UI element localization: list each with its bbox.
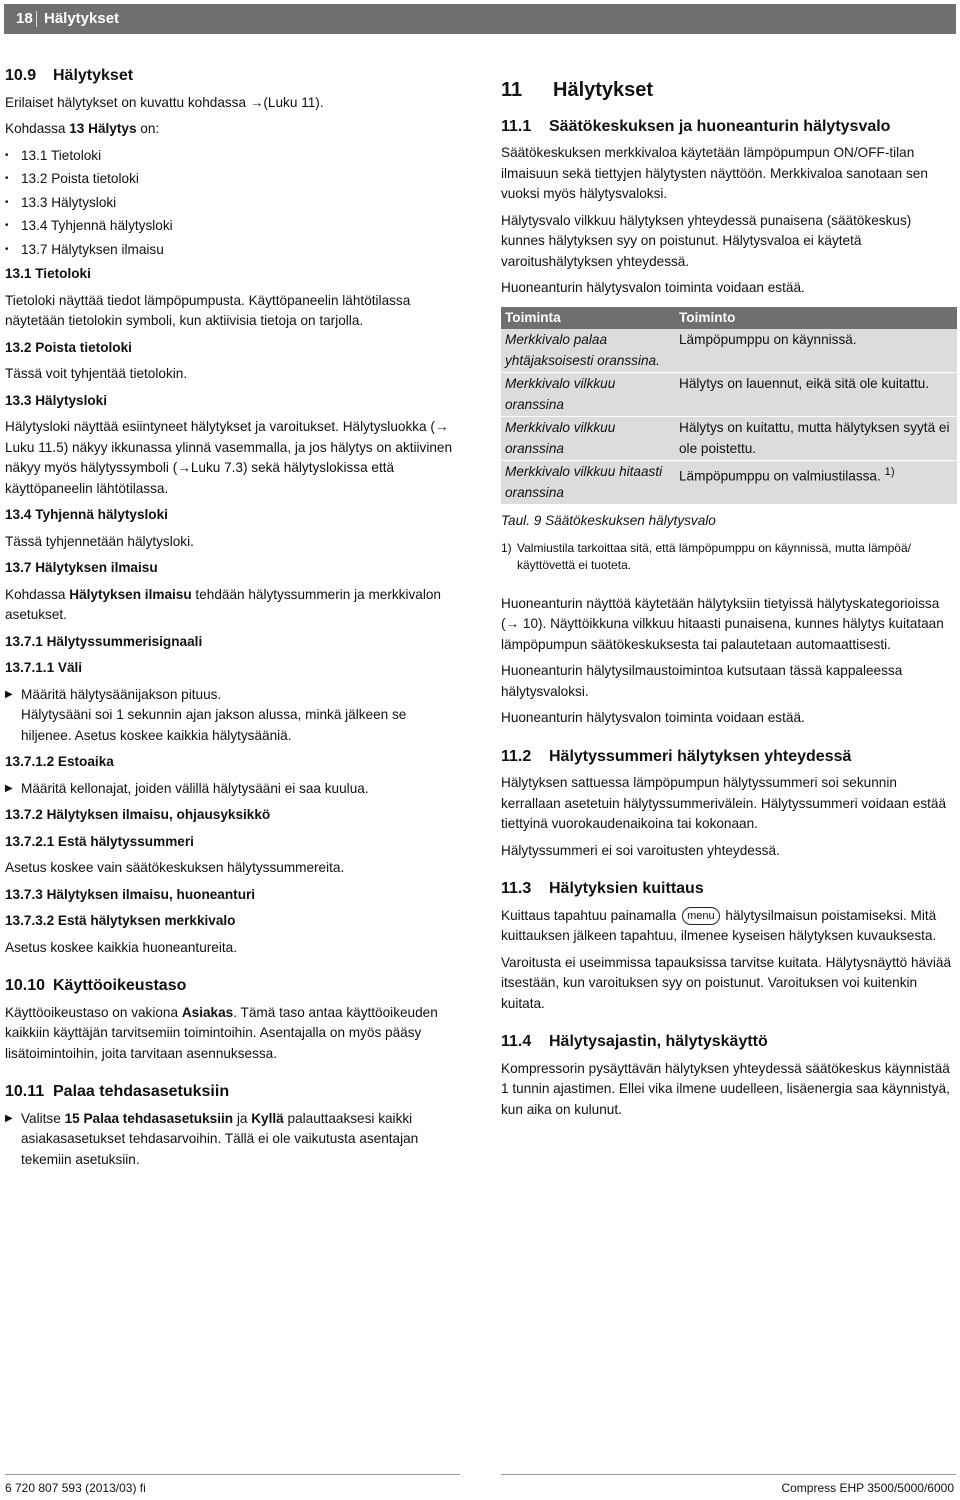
alarm-light-table	[501, 307, 957, 506]
paragraph-13-7-3-2: Asetus koskee kaikkia huoneantureita.	[5, 939, 237, 955]
chapter-11-heading: 11 Hälytykset	[501, 79, 654, 101]
list-item: • 13.4 Tyhjennä hälytysloki	[5, 216, 460, 237]
table-cell: Merkkivalo palaa yhtäjaksoisesti oranssina.	[501, 329, 675, 373]
paragraph: Kuittaus tapahtuu painamalla menu hälytysilmaisun poistamiseksi. Mitä kuittauksen jälkeen tapahtuu, ilmenee kyseisen hälytyksen kuvauksesta.	[501, 907, 937, 943]
section-11-2-heading: 11.2 Hälytyssummeri hälytyksen yhteydessä	[501, 747, 852, 765]
table-caption: Taul. 9 Säätökeskuksen hälytysvalo	[501, 513, 716, 528]
paragraph-13-7: Kohdassa Hälytyksen ilmaisu tehdään hälytyssummerin ja merkkivalon asetukset.	[5, 586, 441, 622]
paragraph: Huoneanturin näyttöä käytetään hälytyksiin tietyissä hälytyskategorioissa (→ 10). Näyttöikkuna vilkkuu hitaasti punaisena, kunnes hälytys kuitataan lämpöpumpun säätökeskuksesta tai palautetaan automaattisesti.	[501, 595, 944, 652]
table-row	[501, 461, 957, 505]
table-cell: Merkkivalo vilkkuu hitaasti oranssina	[501, 461, 675, 505]
heading-13-7-2-1: 13.7.2.1 Estä hälytyssummeri	[5, 833, 194, 849]
table-cell: Hälytys on lauennut, eikä sitä ole kuitattu.	[675, 373, 957, 417]
table-header: Toiminto	[675, 307, 957, 330]
heading-13-1: 13.1 Tietoloki	[5, 266, 91, 281]
paragraph: Huoneanturin hälytysilmaustoimintoa kutsutaan tässä kappaleessa hälytysvaloksi.	[501, 663, 903, 699]
paragraph: Hälytyksen sattuessa lämpöpumpun hälytyssummeri soi sekunnin kerrallaan asetetuin hälytyssummerivälein. Hälytyssummeri voidaan estää tiettyinä vuorokaudenaikoina tai kokonaan.	[501, 775, 947, 831]
heading-13-7-1: 13.7.1 Hälytyssummerisignaali	[5, 633, 203, 649]
heading-13-7-3-2: 13.7.3.2 Estä hälytyksen merkkivalo	[5, 913, 236, 928]
paragraph: Huoneanturin hälytysvalon toiminta voidaan estää.	[501, 280, 805, 295]
paragraph-10-10: Käyttöoikeustaso on vakiona Asiakas. Tämä taso antaa käyttöoikeuden kaikkiin käyttäjän tarvitsemiin toimintoihin. Asentajalla on myös pääsy lisätoimintoihin, joita tarvitaan asennuksessa.	[5, 1004, 438, 1061]
table-header: Toiminta	[501, 307, 675, 330]
header-title: Hälytykset	[44, 10, 120, 27]
right-column	[501, 66, 957, 1126]
paragraph-13-7-2-1: Asetus koskee vain säätökeskuksen hälytyssummereita.	[5, 860, 345, 875]
table-row	[501, 417, 957, 461]
table-cell: Merkkivalo vilkkuu oranssina	[501, 373, 675, 417]
paragraph: Hälytysvalo vilkkuu hälytyksen yhteydessä punaisena (säätökeskus) kunnes hälytyksen syy on poistunut. Hälytysvaloa ei käytetä varoitushälytyksen yhteydessä.	[501, 212, 912, 269]
paragraph: Huoneanturin hälytysvalon toiminta voidaan estää.	[501, 710, 805, 725]
heading-13-7-2: 13.7.2 Hälytyksen ilmaisu, ohjausyksikkö	[5, 807, 271, 822]
heading-13-2: 13.2 Poista tietoloki	[5, 339, 132, 355]
paragraph: Säätökeskuksen merkkivaloa käytetään lämpöpumpun ON/OFF-tilan ilmaisuun sekä tiettyjen hälytysten näyttöön. Merkkivaloa sanotaan sen vuoksi myös hälytysvaloksi.	[501, 145, 928, 201]
table-cell: Lämpöpumppu on käynnissä.	[675, 329, 957, 373]
section-10-9-heading: 10.9 Hälytykset	[5, 67, 134, 84]
menu-button-icon: menu	[682, 907, 720, 925]
section-11-1-heading: 11.1 Säätökeskuksen ja huoneanturin hälytysvalo	[501, 117, 891, 135]
section-11-3-heading: 11.3 Hälytyksien kuittaus	[501, 880, 704, 897]
page-number: 18	[16, 10, 33, 27]
section-10-10-heading: 10.10 Käyttöoikeustaso	[5, 977, 187, 994]
table-row	[501, 329, 957, 373]
table-cell: Hälytys on kuitattu, mutta hälytyksen syytä ei ole poistettu.	[675, 417, 957, 461]
intro-paragraph: Erilaiset hälytykset on kuvattu kohdassa →(Luku 11).	[5, 94, 324, 110]
footer-rule-left	[5, 1474, 460, 1475]
heading-13-7-3: 13.7.3 Hälytyksen ilmaisu, huoneanturi	[5, 886, 256, 902]
heading-13-3: 13.3 Hälytysloki	[5, 392, 108, 408]
paragraph: Kompressorin pysäyttävän hälytyksen yhteydessä säätökeskus käynnistää 1 tunnin ajastimen. Ellei vika ilmene uudelleen, lisäenergia saa käynnistyä, kun aika on kulunut.	[501, 1060, 950, 1117]
table-cell: Merkkivalo vilkkuu oranssina	[501, 417, 675, 461]
list-item: • 13.1 Tietoloki	[5, 146, 460, 167]
paragraph-13-3: Hälytysloki näyttää esiintyneet hälytykset ja varoitukset. Hälytysluokka (→ Luku 11.5) näkyy ikkunassa ylinnä vasemmalla, ja jos hälytys on aktiivinen näkyy myös hälytyssymboli (→Luku 7.3) sekä hälytyslokissa että käyttöpaneelin lähtötilassa.	[5, 419, 453, 496]
table-header-row	[501, 307, 957, 330]
page-header	[4, 4, 956, 34]
heading-13-7-1-2: 13.7.1.2 Estoaika	[5, 754, 114, 769]
footnote: 1) Valmiustila tarkoittaa sitä, että lämpöpumppu on käynnissä, mutta lämpöä/ käyttövettä ei tuoteta.	[501, 540, 911, 572]
list-item: • 13.2 Poista tietoloki	[5, 169, 460, 190]
list-item: • 13.7 Hälytyksen ilmaisu	[5, 240, 460, 261]
paragraph-13-4: Tässä tyhjennetään hälytysloki.	[5, 533, 194, 549]
step-factory-reset: ▶ Valitse 15 Palaa tehdasasetuksiin ja Kyllä palauttaaksesi kaikki asiakasasetukset tehdasarvoihin. Tällä ei ole vaikutusta asentajan tekemiin asetuksiin.	[5, 1109, 460, 1171]
step-interval: ▶ Määritä hälytysäänijakson pituus. Hälytysääni soi 1 sekunnin ajan jakson alussa, minkä jälkeen se hiljenee. Asetus koskee kaikkia hälytysääniä.	[5, 685, 460, 747]
section-11-4-heading: 11.4 Hälytysajastin, hälytyskäyttö	[501, 1033, 768, 1050]
paragraph: Varoitusta ei useimmissa tapauksissa tarvitse kuitata. Hälytysnäyttö häviää itsestään, kun varoituksen syy on poistunut. Varoituksen voi kuitenkin kuitata.	[501, 954, 952, 1011]
paragraph: Hälytyssummeri ei soi varoitusten yhteydessä.	[501, 842, 780, 858]
footer-product: Compress EHP 3500/5000/6000	[781, 1481, 954, 1495]
heading-13-7: 13.7 Hälytyksen ilmaisu	[5, 560, 158, 575]
footer-doc-number: 6 720 807 593 (2013/03) fi	[5, 1481, 146, 1495]
table-cell: Lämpöpumppu on valmiustilassa. $^{1)}$	[675, 461, 957, 505]
section-10-11-heading: 10.11 Palaa tehdasasetuksiin	[5, 1083, 230, 1100]
footer-rule-right	[501, 1474, 956, 1475]
heading-13-7-1-1: 13.7.1.1 Väli	[5, 660, 83, 675]
list-item: • 13.3 Hälytysloki	[5, 193, 460, 214]
kohdassa-paragraph: Kohdassa 13 Hälytys on:	[5, 121, 160, 136]
step-block-time: ▶ Määritä kellonajat, joiden välillä hälytysääni ei saa kuulua.	[5, 779, 460, 800]
menu-list	[5, 146, 460, 261]
table-row	[501, 373, 957, 417]
paragraph-13-1: Tietoloki näyttää tiedot lämpöpumpusta. Käyttöpaneelin lähtötilassa näytetään tietolokin symboli, kun aktiivisia tietoja on tarjolla.	[5, 292, 411, 328]
left-column	[5, 66, 460, 1176]
paragraph-13-2: Tässä voit tyhjentää tietolokin.	[5, 366, 188, 381]
header-divider	[36, 11, 37, 27]
heading-13-4: 13.4 Tyhjennä hälytysloki	[5, 507, 168, 522]
footnote-ref: 1)	[884, 466, 895, 478]
